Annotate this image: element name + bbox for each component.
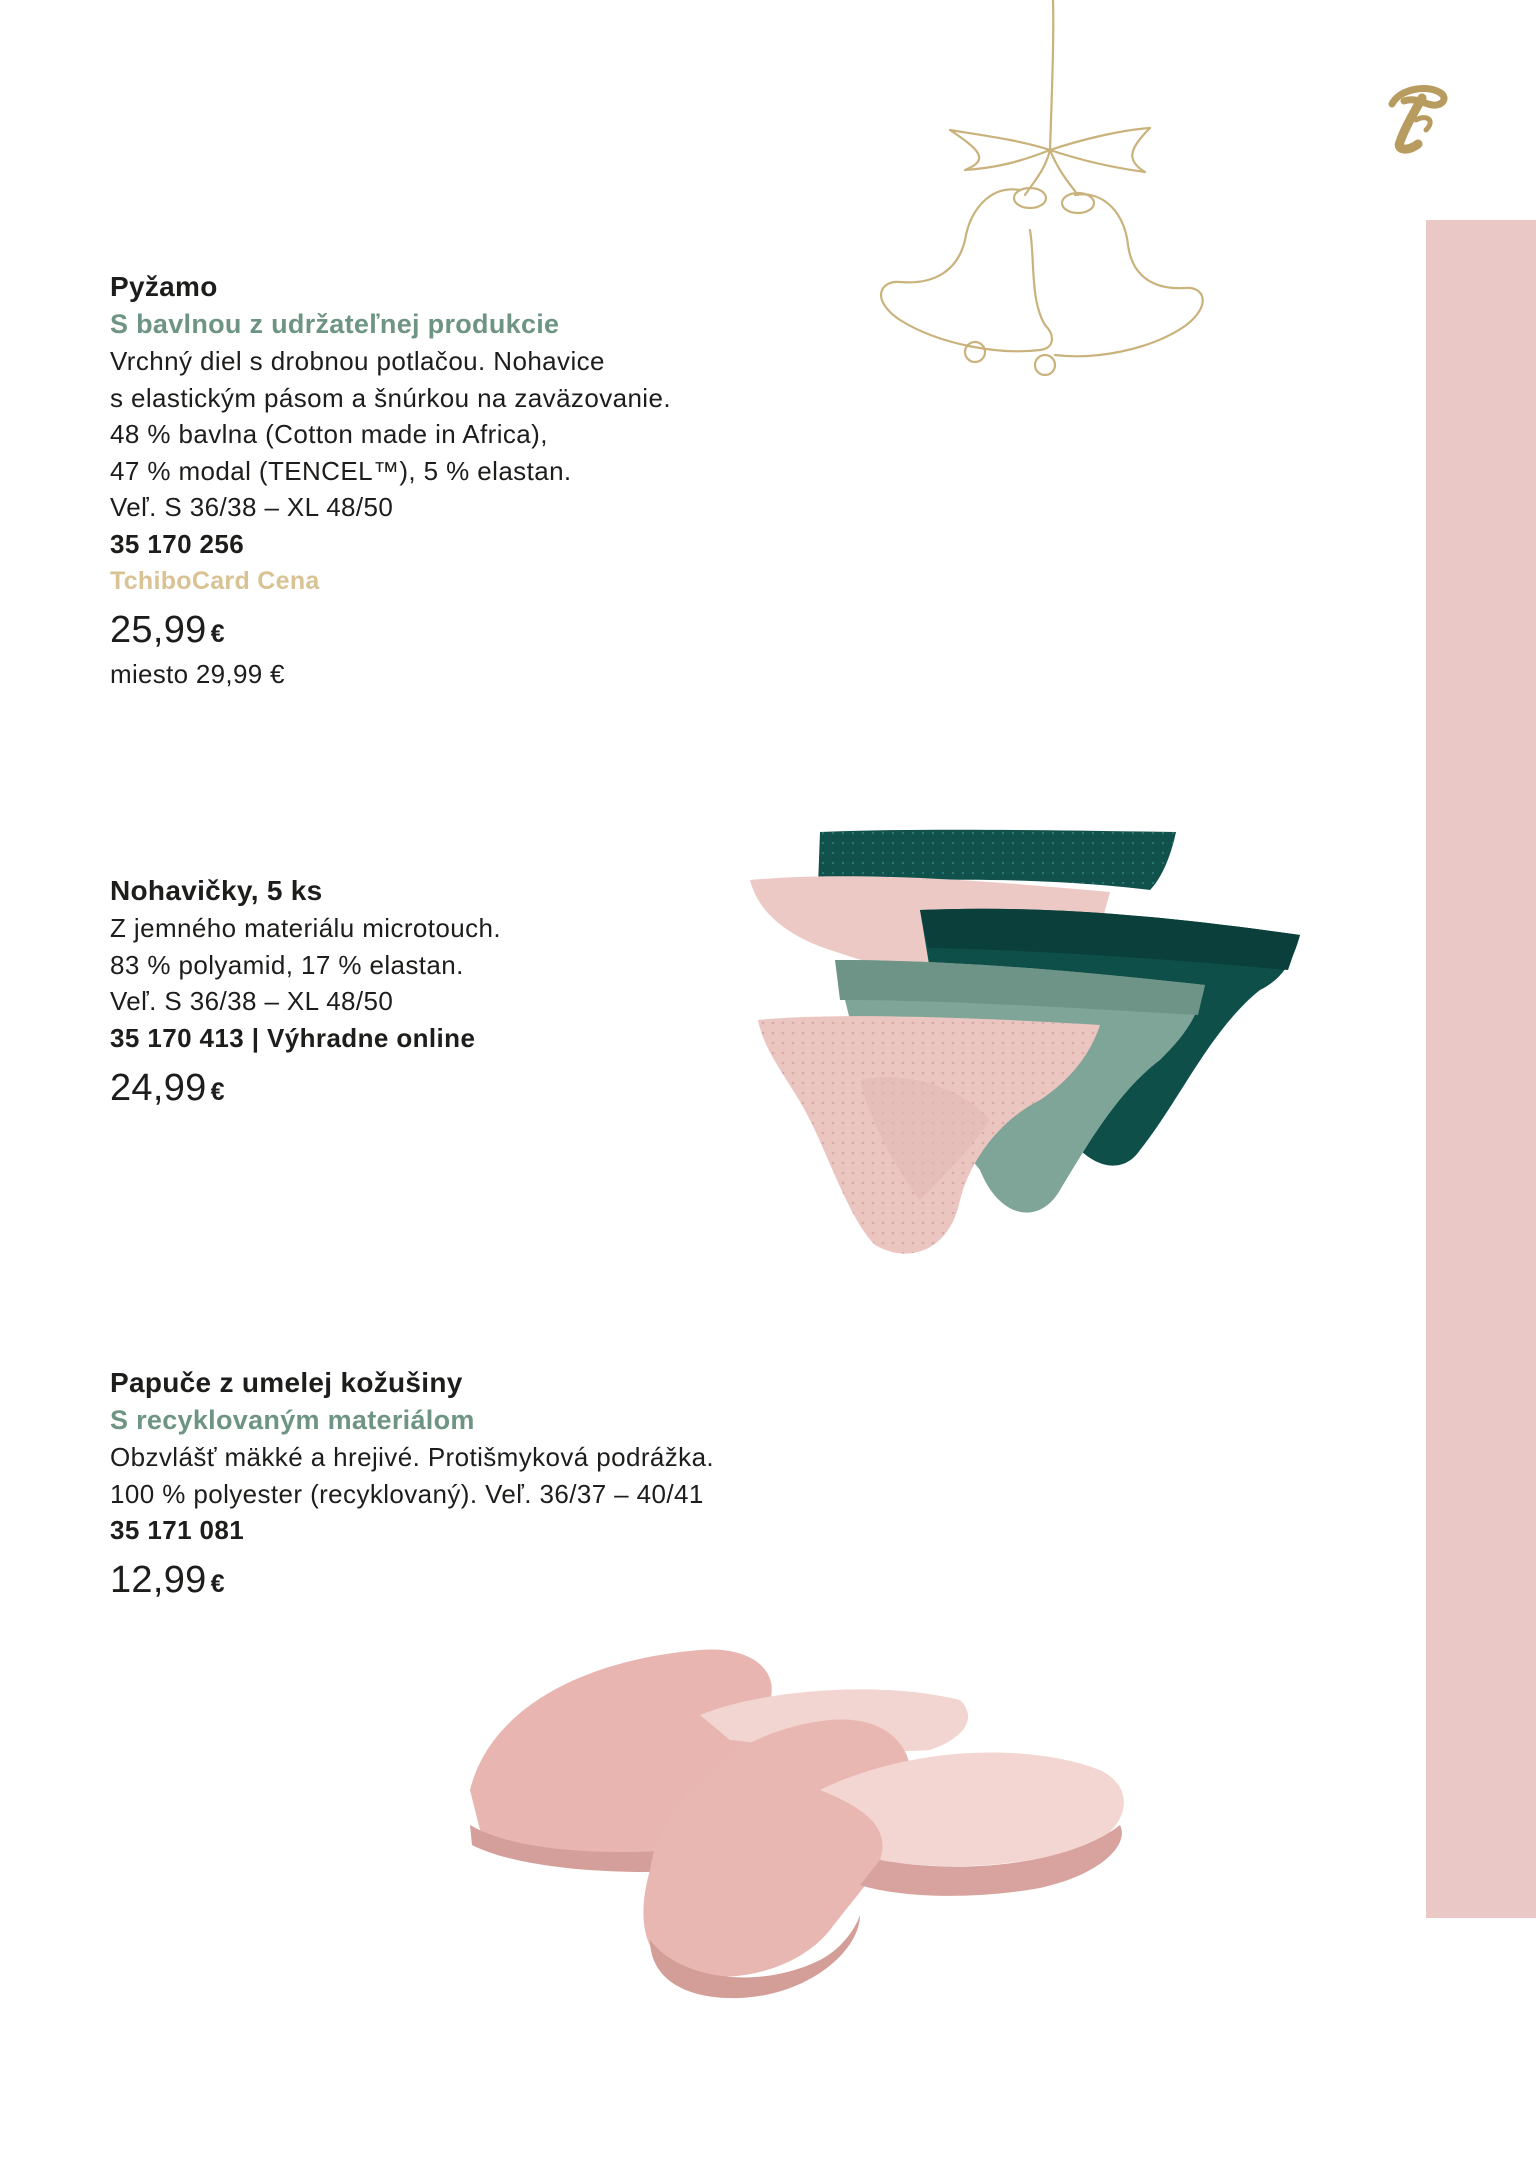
price-value: 24,99 bbox=[110, 1066, 207, 1109]
product-subtitle: S bavlnou z udržateľnej produkcie bbox=[110, 309, 560, 339]
product-description-line: 83 % polyamid, 17 % elastan. bbox=[110, 949, 464, 980]
product-description-line: 48 % bavlna (Cotton made in Africa), bbox=[110, 419, 548, 449]
article-number: 35 171 081 bbox=[110, 1515, 245, 1545]
product-papuce bbox=[110, 1364, 810, 1607]
price-currency: € bbox=[210, 1077, 225, 1106]
product-description-line: Vrchný diel s drobnou potlačou. Nohavice bbox=[110, 346, 605, 376]
article-number: 35 170 413 | Výhradne online bbox=[110, 1022, 476, 1053]
price-currency: € bbox=[210, 1570, 225, 1598]
price bbox=[110, 607, 810, 657]
price bbox=[110, 1557, 810, 1607]
product-size-line: Veľ. S 36/38 – XL 48/50 bbox=[110, 986, 394, 1016]
product-title: Nohavičky, 5 ks bbox=[110, 875, 323, 906]
tchibo-logo-icon bbox=[1382, 74, 1452, 154]
christmas-bells-icon bbox=[840, 0, 1220, 400]
product-size-line: Veľ. S 36/38 – XL 48/50 bbox=[110, 492, 394, 522]
original-price: miesto 29,99 € bbox=[110, 658, 285, 689]
slippers-product-image bbox=[460, 1620, 1140, 2010]
product-description-line: Obzvlášť mäkké a hrejivé. Protišmyková podrážka. bbox=[110, 1442, 715, 1472]
side-band bbox=[1426, 220, 1536, 1918]
product-description-line: 47 % modal (TENCEL™), 5 % elastan. bbox=[110, 455, 572, 486]
product-description-line: 100 % polyester (recyklovaný). Veľ. 36/37 – 40/41 bbox=[110, 1478, 704, 1509]
product-title: Papuče z umelej kožušiny bbox=[110, 1367, 463, 1398]
product-nohavicky bbox=[110, 872, 810, 1115]
price-value: 12,99 bbox=[110, 1559, 207, 1601]
price-currency: € bbox=[210, 619, 225, 648]
product-description-line: s elastickým pásom a šnúrkou na zaväzovanie. bbox=[110, 382, 671, 413]
price bbox=[110, 1065, 810, 1115]
product-pyzamo bbox=[110, 268, 810, 691]
article-number: 35 170 256 bbox=[110, 528, 245, 559]
product-title: Pyžamo bbox=[110, 271, 218, 302]
tchibocard-label: TchiboCard Cena bbox=[110, 566, 320, 595]
price-value: 25,99 bbox=[110, 608, 207, 651]
product-description-line: Z jemného materiálu microtouch. bbox=[110, 913, 501, 943]
underwear-product-image bbox=[740, 820, 1300, 1280]
product-subtitle: S recyklovaným materiálom bbox=[110, 1405, 475, 1435]
